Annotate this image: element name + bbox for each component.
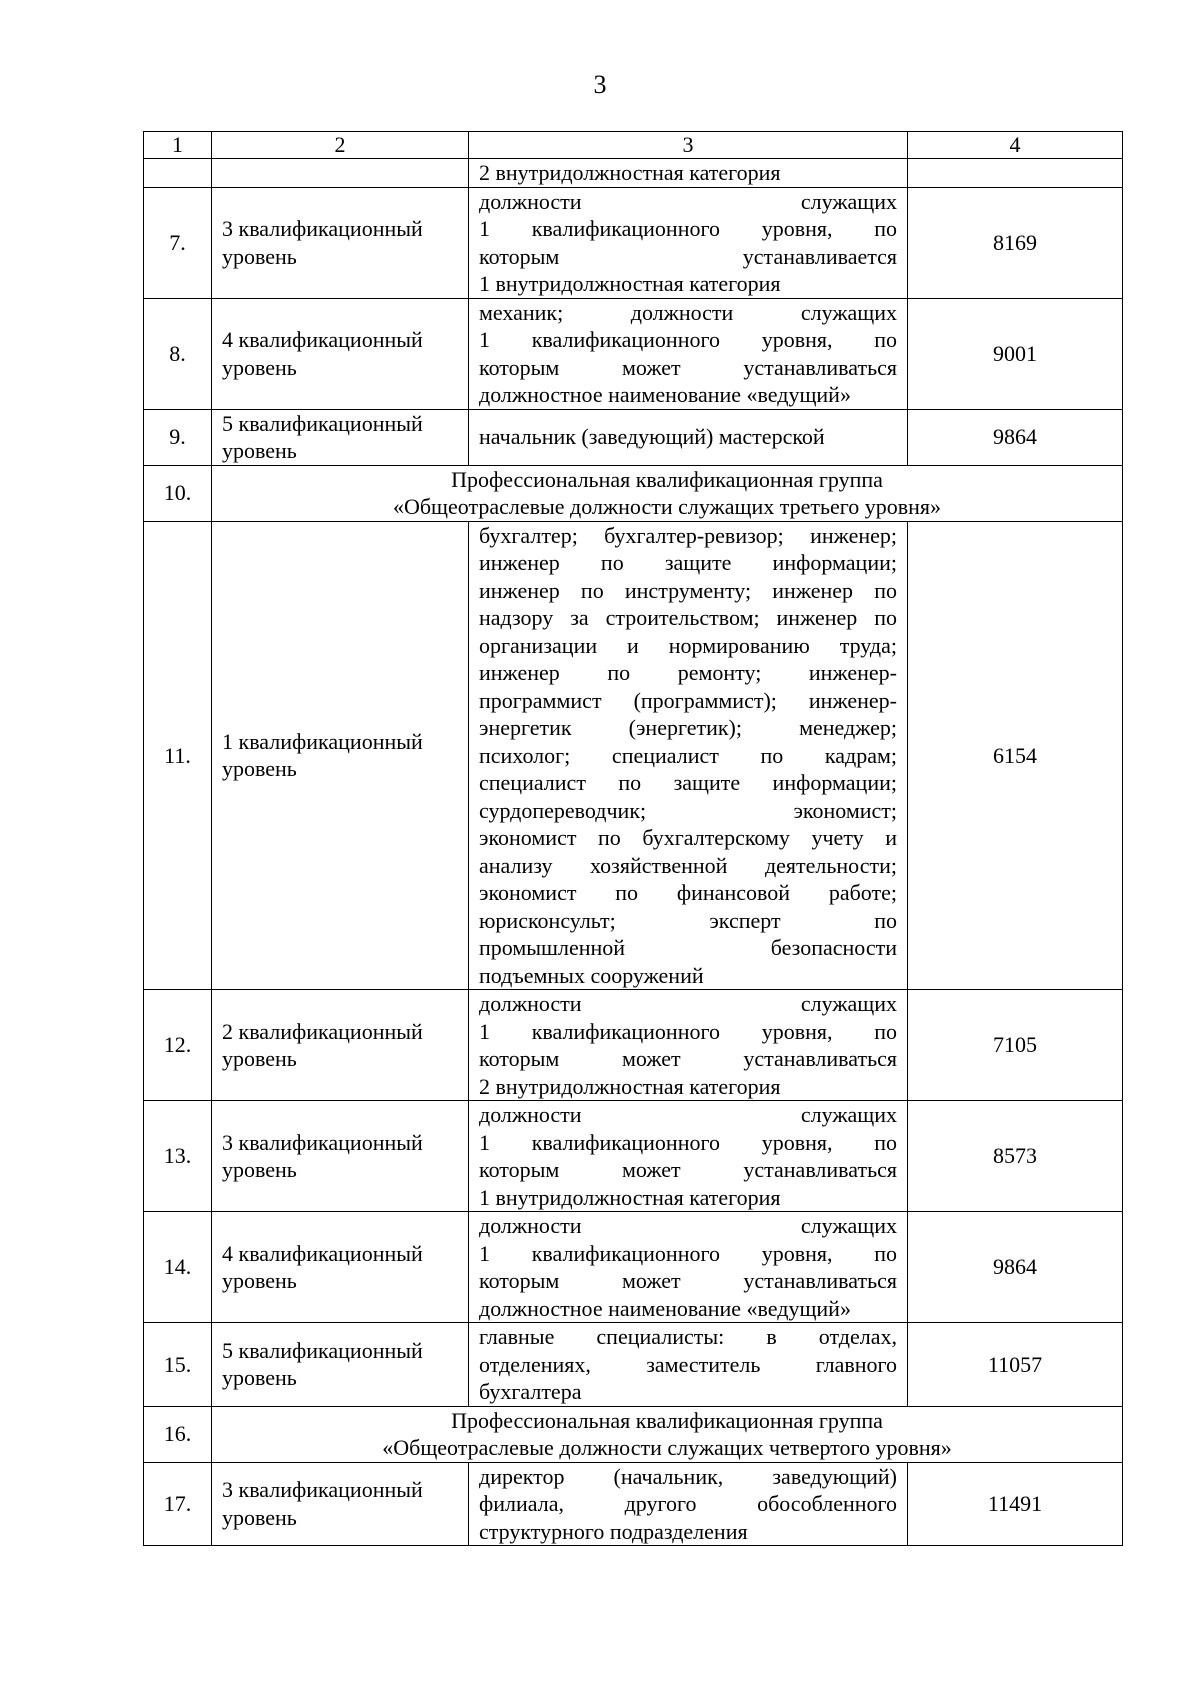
positions-line: 1 внутридолжностная категория (479, 1184, 781, 1210)
table-row (144, 298, 1123, 409)
continuation-num (144, 159, 212, 188)
positions-line: инженер по инструменту; инженер по (479, 577, 897, 603)
positions-line: 1 квалификационного уровня, по (479, 1240, 897, 1266)
table-row (144, 1212, 1123, 1323)
row-number: 15. (144, 1323, 212, 1407)
qualification-level: 4 квалификационный уровень (212, 298, 469, 409)
continuation-positions: 2 внутридолжностная категория (469, 159, 908, 188)
positions-line: психолог; специалист по кадрам; (479, 742, 897, 768)
salary: 8573 (908, 1101, 1123, 1212)
salary: 6154 (908, 521, 1123, 990)
salary: 11491 (908, 1462, 1123, 1546)
qualification-level: 5 квалификационный уровень (212, 1323, 469, 1407)
group-title-line-1: Профессиональная квалификационная группа (451, 466, 883, 492)
positions-line: должности служащих (479, 1213, 897, 1238)
positions (469, 409, 908, 465)
positions-line: программист (программист); инженер- (479, 687, 897, 713)
group-title-line-2: «Общеотраслевые должности служащих четвертого уровня» (382, 1435, 952, 1460)
positions-line: которым может устанавливаться (479, 1268, 897, 1293)
table-body (144, 132, 1123, 1546)
positions-line: должности служащих (479, 188, 897, 214)
page-number: 3 (593, 70, 607, 99)
positions-line: которым может устанавливаться (479, 354, 897, 380)
salary: 9864 (908, 1212, 1123, 1323)
table-row (144, 465, 1123, 521)
continuation-level (212, 159, 469, 188)
positions-line: филиала, другого обособленного (479, 1491, 897, 1516)
qualification-level: 2 квалификационный уровень (212, 990, 469, 1101)
table-row (144, 1462, 1123, 1546)
positions-line: которым может устанавливаться (479, 1157, 897, 1182)
positions-line: структурного подразделения (479, 1518, 748, 1544)
continuation-salary (908, 159, 1123, 188)
qualification-level: 3 квалификационный уровень (212, 1101, 469, 1212)
qualification-level: 3 квалификационный уровень (212, 187, 469, 298)
positions (469, 1323, 908, 1407)
table-header-row (144, 132, 1123, 159)
positions (469, 521, 908, 990)
header-col-2: 2 (212, 132, 469, 159)
row-number: 14. (144, 1212, 212, 1323)
positions-line: 1 квалификационного уровня, по (479, 216, 897, 241)
row-number: 13. (144, 1101, 212, 1212)
positions (469, 1101, 908, 1212)
row-number: 7. (144, 187, 212, 298)
row-number: 9. (144, 409, 212, 465)
row-number: 11. (144, 521, 212, 990)
row-number: 17. (144, 1462, 212, 1546)
table-row (144, 409, 1123, 465)
row-number: 10. (144, 465, 212, 521)
row-number: 12. (144, 990, 212, 1101)
group-title-line-1: Профессиональная квалификационная группа (451, 1407, 883, 1433)
qualification-level: 1 квалификационный уровень (212, 521, 469, 990)
positions (469, 1212, 908, 1323)
positions-line: механик; должности служащих (479, 299, 897, 325)
positions-line: подъемных сооружений (479, 962, 704, 988)
positions-line: надзору за строительством; инженер по (479, 605, 897, 630)
positions-line: должностное наименование «ведущий» (479, 382, 851, 407)
salary: 9001 (908, 298, 1123, 409)
positions-line: экономист по финансовой работе; (479, 880, 897, 905)
positions-line: 2 внутридолжностная категория (479, 1073, 781, 1099)
table-row (144, 1323, 1123, 1407)
positions (469, 1462, 908, 1546)
qualification-level: 3 квалификационный уровень (212, 1462, 469, 1546)
table-row (144, 1406, 1123, 1462)
positions-line: 1 внутридолжностная категория (479, 271, 781, 296)
positions-line: должности служащих (479, 991, 897, 1016)
positions-line: энергетик (энергетик); менеджер; (479, 715, 897, 740)
positions (469, 990, 908, 1101)
positions-line: бухгалтера (479, 1379, 582, 1404)
positions-line: 1 квалификационного уровня, по (479, 1018, 897, 1044)
salary: 11057 (908, 1323, 1123, 1407)
positions-line: юрисконсульт; эксперт по (479, 907, 897, 933)
positions-line: промышленной безопасности (479, 935, 897, 960)
positions-line: специалист по защите информации; (479, 770, 897, 795)
positions-line: инженер по защите информации; (479, 550, 897, 575)
group-title (212, 465, 1123, 521)
positions-line: экономист по бухгалтерскому учету и (479, 825, 897, 850)
group-title-line-2: «Общеотраслевые должности служащих третьего уровня» (392, 494, 942, 519)
row-number: 16. (144, 1406, 212, 1462)
qualification-level: 4 квалификационный уровень (212, 1212, 469, 1323)
salary: 9864 (908, 409, 1123, 465)
positions-line: инженер по ремонту; инженер- (479, 660, 897, 685)
group-title (212, 1406, 1123, 1462)
qualification-table (143, 131, 1123, 1546)
positions-line: которым может устанавливаться (479, 1046, 897, 1071)
positions-line: отделениях, заместитель главного (479, 1351, 897, 1377)
positions (469, 298, 908, 409)
qualification-level: 5 квалификационный уровень (212, 409, 469, 465)
positions-line: бухгалтер; бухгалтер-ревизор; инженер; (479, 522, 897, 548)
positions-line: сурдопереводчик; экономист; (479, 797, 897, 823)
table-row (144, 187, 1123, 298)
positions-line: 1 квалификационного уровня, по (479, 327, 897, 352)
header-col-4: 4 (908, 132, 1123, 159)
table-row (144, 521, 1123, 990)
positions-line: должности служащих (479, 1102, 897, 1127)
positions-line: главные специалисты: в отделах, (479, 1324, 897, 1349)
positions-line: 1 квалификационного уровня, по (479, 1129, 897, 1155)
positions-line: директор (начальник, заведующий) (479, 1463, 897, 1489)
header-col-3: 3 (469, 132, 908, 159)
positions-line: должностное наименование «ведущий» (479, 1295, 851, 1321)
continuation-row (144, 159, 1123, 188)
header-col-1: 1 (144, 132, 212, 159)
positions-line: которым устанавливается (479, 243, 897, 269)
salary: 7105 (908, 990, 1123, 1101)
positions-line: организации и нормированию труда; (479, 632, 897, 658)
salary: 8169 (908, 187, 1123, 298)
table-row (144, 1101, 1123, 1212)
positions-line: анализу хозяйственной деятельности; (479, 852, 897, 878)
positions (469, 187, 908, 298)
positions-line: начальник (заведующий) мастерской (479, 424, 825, 450)
row-number: 8. (144, 298, 212, 409)
table-row (144, 990, 1123, 1101)
